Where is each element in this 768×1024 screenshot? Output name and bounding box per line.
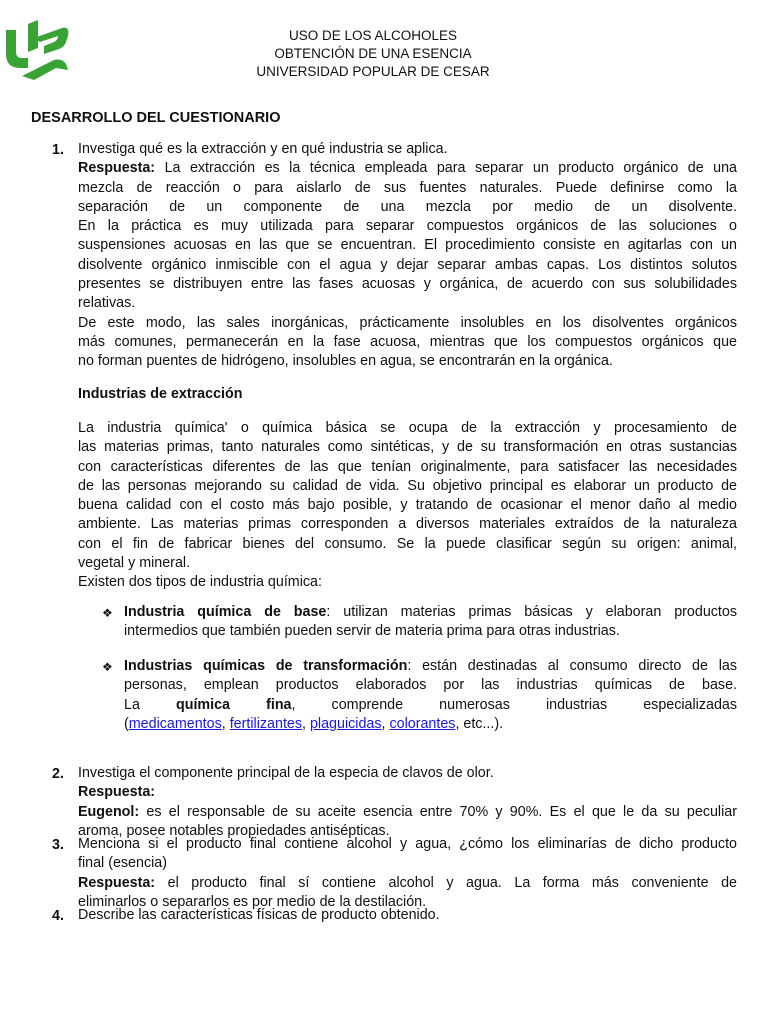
q1-answer-line-3: separación de un componente de una mezcla por medio de un disolvente. (78, 198, 737, 215)
q1-answer-line-11: no forman puentes de hidrógeno, insolubles en agua, se encontrarán en la orgánica. (78, 353, 613, 370)
q2-answer-line-2: aroma, posee notables propiedades antisépticas. (78, 822, 390, 839)
q3-question-line-1: Menciona si el producto final contiene alcohol y agua, ¿cómo los eliminarías de dicho producto (78, 836, 737, 852)
q2-answer-label-text: Respuesta: (78, 784, 156, 801)
separator: , (221, 715, 230, 732)
q4-block (78, 906, 737, 925)
q1-answer-line-10: más comunes, permanecerán en la fase acuosa, mientras que los compuestos orgánicos que (78, 333, 737, 350)
bullet-2-text: : están destinadas al consumo directo de las (407, 658, 737, 674)
header-line-2: OBTENCIÓN DE UNA ESENCIA (274, 46, 472, 61)
section-title: DESARROLLO DEL CUESTIONARIO (31, 110, 281, 126)
tail: , etc...). (455, 715, 504, 732)
bullet-2-rest: , comprende numerosas industrias especializadas (291, 696, 738, 713)
q1-question: Investiga qué es la extracción y en qué industria se aplica. (78, 141, 448, 157)
link-fertilizantes[interactable]: fertilizantes (229, 715, 303, 732)
industries-line-1: La industria química' o química básica se ocupa de la extracción y procesamiento de (78, 420, 737, 436)
q2-question: Investiga el componente principal de la especia de clavos de olor. (78, 765, 494, 781)
industries-line-9: Existen dos tipos de industria química: (78, 574, 322, 591)
q2-number: 2. (52, 766, 64, 782)
document-header (240, 27, 506, 81)
q4-question: Describe las características físicas de producto obtenido. (78, 907, 440, 923)
quimica-fina-term: química fina (175, 696, 292, 713)
university-logo (4, 18, 70, 80)
q1-answer-line-7: presentes se distribuyen entre las fases acuosas y orgánica, de acuerdo con sus solubilidades (78, 276, 737, 293)
q1-number: 1. (52, 142, 64, 158)
industries-line-2: las materias primas, tanto naturales como sintéticas, y de su transformación en otras sustancias (78, 439, 737, 456)
q2-text: es el responsable de su aceite esencia entre 70% y 90%. Es el que le da su peculiar (139, 803, 737, 820)
bullet-1-icon: ❖ (102, 606, 113, 620)
bullet-2-line-1 (124, 657, 737, 676)
bullet-1-title: Industria química de base (124, 604, 327, 620)
q3-question-line-2: final (esencia) (78, 855, 167, 872)
q1-answer-line-1 (78, 159, 737, 178)
header-line-1: USO DE LOS ALCOHOLES (288, 28, 458, 43)
separator: , (302, 715, 310, 732)
q1-answer-line-6: disolvente orgánico inmiscible con el agua y dejar separar ambas capas. Los distintos solutos (78, 256, 737, 273)
q3-answer-line-1 (78, 874, 737, 893)
q1-answer-line-9: De este modo, las sales inorgánicas, prácticamente insolubles en los disolventes orgánicos (78, 314, 737, 331)
industries-block (78, 419, 737, 593)
link-plaguicidas[interactable]: plaguicidas (309, 715, 382, 732)
industries-line-4: de las personas mejorando su calidad de vida. Su objetivo principal es elaborar un producto de (78, 477, 737, 494)
bullet-2-line-4 (124, 715, 737, 734)
separator: , (381, 715, 390, 732)
bullet-2-line-2: personas, emplean productos elaborados por las industrias químicas de base. (124, 677, 737, 694)
q1-answer-line-2: mezcla de reacción o para aislarlo de sus fuentes naturales. Puede definirse como la (78, 179, 737, 196)
bullet-1-line-1 (124, 603, 737, 622)
q1-answer-line-4: En la práctica es muy utilizada para separar compuestos orgánicos de las soluciones o (78, 218, 737, 235)
bullet-1-text: : utilizan materias primas básicas y elaboran productos (326, 604, 737, 620)
q3-answer-label: Respuesta: (78, 874, 156, 891)
q3-block (78, 835, 737, 912)
industries-line-6: ambiente. Las materias primas corresponden a diversos materiales extraídos de la naturaleza (78, 516, 737, 533)
bullet-2-title: Industrias químicas de transformación (124, 658, 408, 674)
industries-line-7: con el fin de fabricar bienes del consumo. Se la puede clasificar según su origen: animal, (78, 535, 737, 552)
industries-line-5: buena calidad con el costo más bajo posible, y tratando de ocasionar el menor daño al medio (78, 497, 737, 514)
link-medicamentos[interactable]: medicamentos (128, 715, 222, 732)
q2-answer-line-1 (78, 803, 737, 822)
bullet-2-prefix: La (124, 696, 176, 713)
bullet-1 (124, 603, 737, 642)
q1-text: La extracción es la técnica empleada para separar un producto orgánico de una (155, 160, 737, 177)
q1-answer-label: Respuesta: (78, 160, 156, 177)
q3-answer-line-2: eliminarlos o separarlos es por medio de la destilación. (78, 893, 427, 910)
q2-answer-label (78, 783, 737, 802)
q2-block (78, 764, 737, 841)
open-paren: ( (124, 715, 129, 732)
bullet-2-icon: ❖ (102, 660, 113, 674)
q4-number: 4. (52, 908, 64, 924)
bullet-1-line-2: intermedios que también pueden servir de materia prima para otras industrias. (124, 623, 620, 640)
q1-answer-line-8: relativas. (78, 295, 136, 312)
bullet-2-line-3 (124, 696, 737, 715)
q1-block (78, 140, 737, 372)
q1-answer-line-5: suspensiones acuosas en las que se encuentran. El procedimiento consiste en agitarlas con un (78, 237, 737, 254)
upc-logo-icon (4, 18, 70, 80)
q3-text: el producto final sí contiene alcohol y agua. La forma más conveniente de (155, 874, 737, 891)
bullet-2 (124, 657, 737, 734)
eugenol-term: Eugenol: (78, 803, 140, 820)
q3-number: 3. (52, 837, 64, 853)
header-line-3: UNIVERSIDAD POPULAR DE CESAR (256, 64, 490, 79)
industries-line-3: con características diferentes de las que tenían originalmente, para satisfacer las necesidades (78, 458, 737, 475)
industries-title: Industrias de extracción (78, 386, 243, 402)
industries-line-8: vegetal y mineral. (78, 555, 191, 572)
link-colorantes[interactable]: colorantes (389, 715, 456, 732)
